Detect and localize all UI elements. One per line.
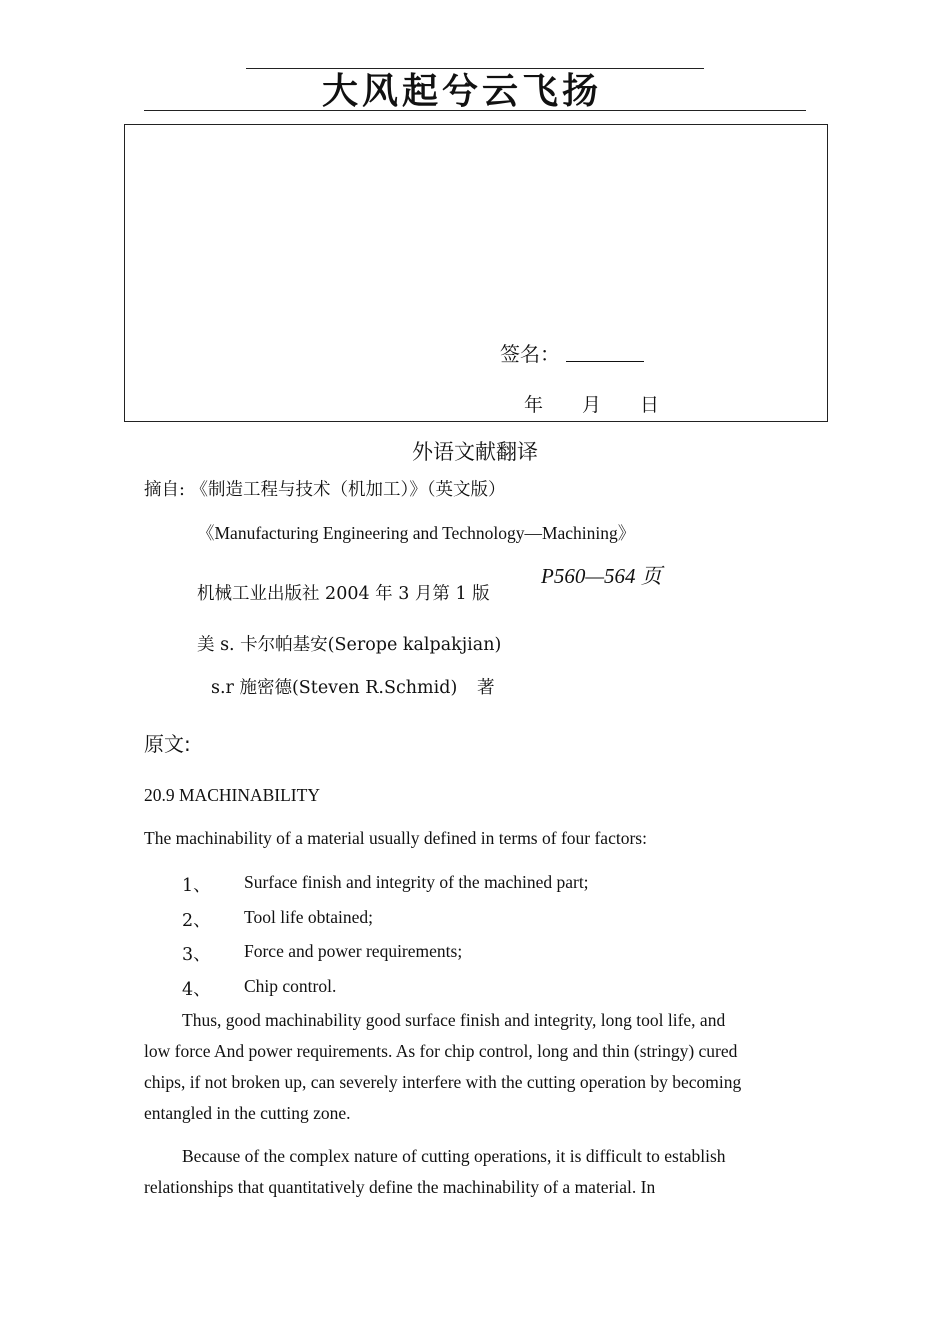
document-title: 外语文献翻译 — [412, 440, 538, 464]
paragraph-line: chips, if not broken up, can severely interfere with the cutting operation by becoming — [144, 1072, 742, 1092]
paragraph-line: low force And power requirements. As for chip control, long and thin (stringy) cured — [144, 1041, 738, 1061]
header-bottom-rule — [144, 110, 806, 111]
list-item-text: Chip control. — [244, 976, 337, 996]
author-1: 美 s. 卡尔帕基安(Serope kalpakjian) — [197, 635, 502, 655]
paragraph-1 — [144, 1005, 804, 1129]
author-suffix: 著 — [477, 678, 495, 698]
signature-box — [124, 124, 828, 422]
author-2: s.r 施密德(Steven R.Schmid) — [211, 678, 458, 698]
list-item-text: Force and power requirements; — [244, 941, 463, 961]
paragraph-line: Thus, good machinability good surface finish and integrity, long tool life, and — [182, 1010, 726, 1030]
list-item-text: Tool life obtained; — [244, 907, 374, 927]
list-item-number: 3、 — [182, 945, 211, 965]
date-month-label: 月 — [582, 394, 602, 416]
date-year-label: 年 — [524, 394, 544, 416]
paragraph-line: entangled in the cutting zone. — [144, 1103, 351, 1123]
page-reference: P560—564 页 — [541, 564, 662, 588]
intro-sentence: The machinability of a material usually defined in terms of four factors: — [144, 828, 647, 848]
list-item-text: Surface finish and integrity of the machined part; — [244, 872, 589, 892]
paragraph-2 — [144, 1141, 804, 1203]
source-cn: 摘自: 《制造工程与技术（机加工）》（英文版） — [144, 480, 506, 500]
paragraph-line: Because of the complex nature of cutting operations, it is difficult to establish — [182, 1146, 726, 1166]
list-item-number: 2、 — [182, 911, 211, 931]
header-banner: 大风起兮云飞扬 — [322, 70, 603, 112]
date-day-label: 日 — [640, 394, 660, 416]
signature-line — [566, 361, 644, 362]
list-item-number: 4、 — [182, 980, 211, 1000]
section-heading: 20.9 MACHINABILITY — [144, 785, 320, 805]
original-label: 原文: — [144, 732, 191, 756]
list-item-number: 1、 — [182, 876, 211, 896]
publisher-info: 机械工业出版社 2004 年 3 月第 1 版 — [197, 584, 490, 604]
signature-label: 签名： — [500, 342, 560, 366]
source-en: 《Manufacturing Engineering and Technology—Machining》 — [197, 523, 636, 543]
paragraph-line: relationships that quantitatively define the machinability of a material. In — [144, 1177, 656, 1197]
